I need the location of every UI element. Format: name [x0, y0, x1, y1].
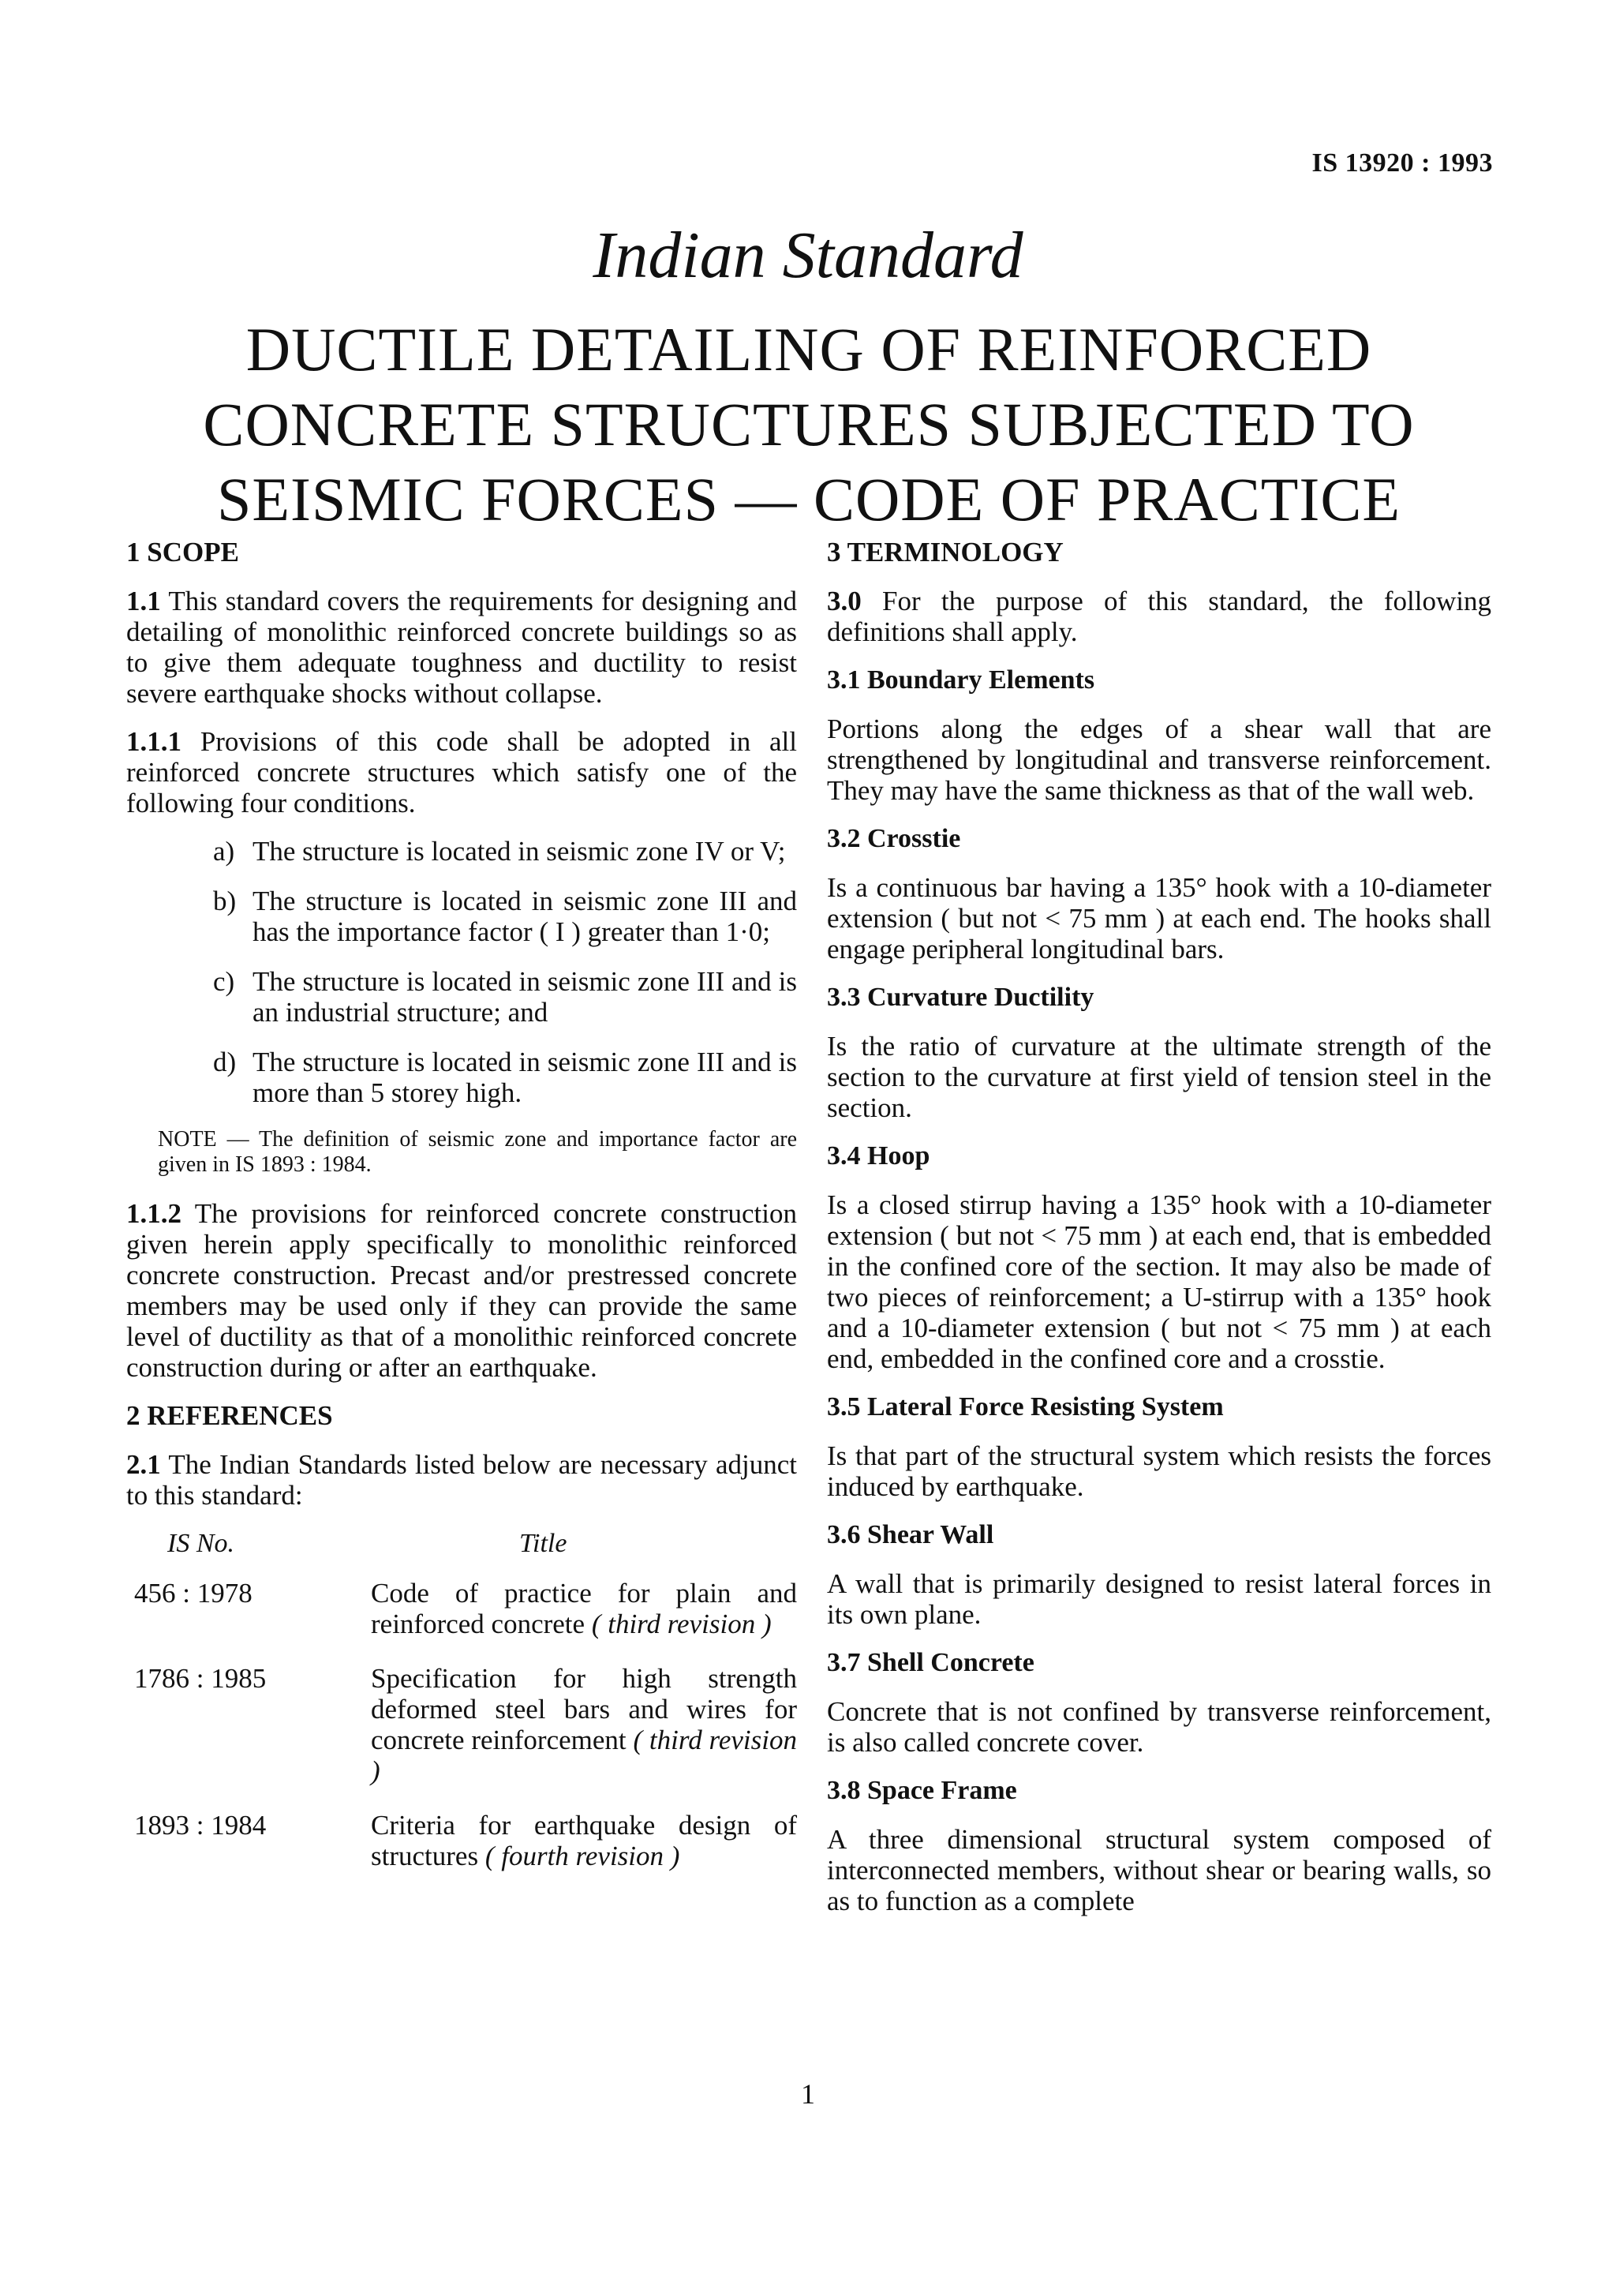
cell-title — [371, 1663, 797, 1810]
ref-revision: ( third revision ) — [371, 1725, 797, 1786]
cell-is-no: 1786 : 1985 — [134, 1663, 267, 1694]
clause-text: Provisions of this code shall be adopted in all reinforced concrete structures which satisfy one of the following four conditions. — [126, 726, 797, 818]
list-text: The structure is located in seismic zone III and has the importance factor ( I ) greater than 1·0; — [252, 886, 797, 947]
ref-title: Code of practice for plain and reinforced concrete — [371, 1578, 797, 1639]
table-row — [126, 1578, 797, 1663]
term-definition: Is a continuous bar having a 135° hook with a 10-diameter extension ( but not < 75 mm ) at each end. The hooks shall engage peripheral longitudinal bars. — [827, 872, 1491, 964]
term-heading — [827, 1141, 1491, 1172]
table-row — [126, 1810, 797, 1895]
kicker-indian-standard: Indian Standard — [593, 219, 1023, 292]
list-marker: d) — [213, 1047, 237, 1077]
section-heading-references: 2 REFERENCES — [126, 1400, 333, 1431]
list-item — [213, 886, 797, 947]
term-name: Shell Concrete — [867, 1648, 1034, 1677]
clause-text: The provisions for reinforced concrete construction given herein apply specifically to monolithic reinforced concrete construction. Precast and/or prestressed concrete members may be used only if they can provide the same level of ductility as that of a monolithic reinforced concrete construction during or after an earthquake. — [126, 1198, 797, 1383]
list-marker: a) — [213, 836, 235, 867]
title-line-2: CONCRETE STRUCTURES SUBJECTED TO — [203, 390, 1415, 459]
clause-number: 1.1.2 — [126, 1198, 181, 1229]
term-name: Crosstie — [867, 824, 961, 853]
term-definition: A three dimensional structural system composed of interconnected members, without shear or bearing walls, so as to function as a complete — [827, 1824, 1491, 1916]
ref-revision: ( third revision ) — [591, 1609, 772, 1639]
cell-is-no: 456 : 1978 — [134, 1578, 252, 1609]
list-item — [213, 1047, 797, 1108]
clause-number: 1.1.1 — [126, 726, 181, 757]
clause-number: 2.1 — [126, 1449, 161, 1480]
term-heading — [827, 1647, 1491, 1679]
list-text: The structure is located in seismic zone III and is an industrial structure; and — [252, 966, 797, 1028]
cell-title — [371, 1578, 797, 1663]
table-row — [126, 1663, 797, 1810]
term-name: Hoop — [867, 1141, 930, 1170]
clause-number: 3.0 — [827, 586, 862, 616]
clause-1-1-2 — [126, 1198, 797, 1383]
term-heading — [827, 1519, 1491, 1551]
standard-number: IS 13920 : 1993 — [1311, 148, 1493, 178]
clause-2-1 — [126, 1449, 797, 1511]
term-heading — [827, 1775, 1491, 1807]
term-heading — [827, 665, 1491, 696]
term-heading — [827, 823, 1491, 855]
term-number: 3.6 — [827, 1520, 861, 1549]
left-column — [126, 537, 797, 1895]
term-name: Lateral Force Resisting System — [867, 1392, 1224, 1421]
column-header-is-no: IS No. — [167, 1529, 234, 1558]
term-definition: Is that part of the structural system which resists the forces induced by earthquake. — [827, 1440, 1491, 1502]
term-name: Space Frame — [867, 1776, 1017, 1805]
list-marker: b) — [213, 886, 237, 916]
page-number: 1 — [801, 2078, 815, 2110]
term-definition: Is a closed stirrup having a 135° hook with a 10-diameter extension ( but not < 75 mm ) at each end, that is embedded in the confined core of the section. It may also be made of two pieces of reinforcement; a U-stirrup with a 135° hook and a 10-diameter extension ( but not < 75 mm ) at each end, embedded in the confined core and a crosstie. — [827, 1189, 1491, 1374]
term-name: Curvature Ductility — [867, 983, 1094, 1012]
conditions-list — [126, 836, 797, 1108]
term-number: 3.8 — [827, 1776, 861, 1805]
term-definition: A wall that is primarily designed to resist lateral forces in its own plane. — [827, 1568, 1491, 1630]
title-line-3: SEISMIC FORCES — CODE OF PRACTICE — [216, 465, 1401, 534]
term-number: 3.4 — [827, 1141, 861, 1170]
list-text: The structure is located in seismic zone IV or V; — [252, 836, 786, 867]
clause-text: This standard covers the requirements for designing and detailing of monolithic reinforced concrete buildings so as to give them adequate toughness and ductility to resist severe earthquake shocks without collapse. — [126, 586, 797, 709]
table-header-row — [126, 1528, 797, 1578]
clause-1-1-1 — [126, 726, 797, 818]
references-table — [126, 1528, 797, 1895]
title-line-1: DUCTILE DETAILING OF REINFORCED — [245, 315, 1372, 384]
list-item — [213, 836, 797, 867]
ref-title: Specification for high strength deformed steel bars and wires for concrete reinforcement — [371, 1663, 797, 1755]
term-definition: Portions along the edges of a shear wall that are strengthened by longitudinal and transverse reinforcement. They may have the same thickness as that of the wall web. — [827, 714, 1491, 806]
term-definition: Is the ratio of curvature at the ultimate strength of the section to the curvature at first yield of tension steel in the section. — [827, 1031, 1491, 1123]
term-number: 3.2 — [827, 824, 861, 853]
term-number: 3.5 — [827, 1392, 861, 1421]
term-number: 3.7 — [827, 1648, 861, 1677]
right-column — [827, 537, 1491, 1934]
section-heading-terminology: 3 TERMINOLOGY — [827, 537, 1064, 567]
document-title — [158, 312, 1460, 537]
cell-title — [371, 1810, 797, 1895]
list-text: The structure is located in seismic zone III and is more than 5 storey high. — [252, 1047, 797, 1108]
clause-number: 1.1 — [126, 586, 161, 616]
cell-is-no: 1893 : 1984 — [134, 1810, 267, 1841]
term-name: Boundary Elements — [867, 665, 1095, 695]
clause-text: For the purpose of this standard, the following definitions shall apply. — [827, 586, 1491, 647]
column-header-title: Title — [519, 1529, 567, 1558]
section-heading-scope: 1 SCOPE — [126, 537, 239, 567]
term-number: 3.3 — [827, 983, 861, 1012]
list-item — [213, 966, 797, 1028]
term-definition: Concrete that is not confined by transverse reinforcement, is also called concrete cover. — [827, 1696, 1491, 1758]
ref-title: Criteria for earthquake design of structures — [371, 1810, 797, 1871]
term-heading — [827, 1391, 1491, 1423]
clause-1-1 — [126, 586, 797, 709]
note: NOTE — The definition of seismic zone and importance factor are given in IS 1893 : 1984. — [158, 1127, 797, 1177]
clause-text: The Indian Standards listed below are necessary adjunct to this standard: — [126, 1449, 797, 1511]
clause-3-0 — [827, 586, 1491, 647]
term-number: 3.1 — [827, 665, 861, 695]
list-marker: c) — [213, 966, 235, 997]
term-name: Shear Wall — [867, 1520, 994, 1549]
ref-revision: ( fourth revision ) — [484, 1841, 680, 1871]
term-heading — [827, 982, 1491, 1013]
